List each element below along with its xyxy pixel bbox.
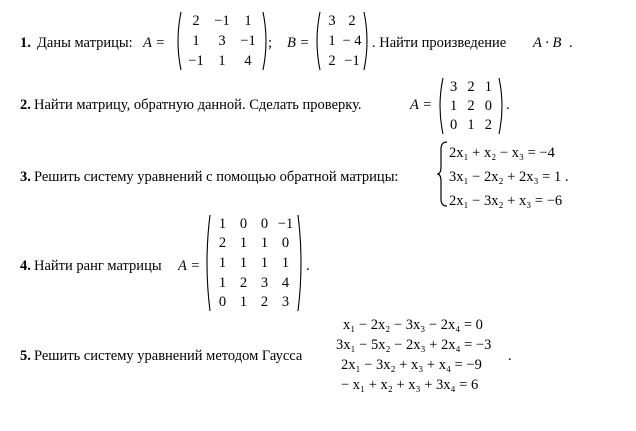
problem-3-text: Решить систему уравнений с помощью обратной матрицы:: [34, 169, 399, 185]
matrix-cell: 0: [484, 98, 492, 114]
matrix-cell: 1: [328, 33, 336, 49]
problem-2-matrix-label: A =: [410, 97, 433, 113]
matrix-cell: 1: [218, 274, 227, 291]
matrix-cell: −1: [188, 53, 204, 69]
matrix-cell: 1: [218, 255, 227, 271]
matrix-cell: 1: [192, 33, 200, 49]
matrix-cell: 2: [484, 117, 492, 134]
matrix-cell: 2: [218, 235, 227, 252]
matrix-cell: −1: [344, 53, 360, 69]
matrix-b-label: B =: [287, 35, 310, 51]
matrix-cell: 0: [281, 235, 290, 252]
matrix-cell: 1: [218, 215, 227, 232]
matrix-cell: 2: [467, 78, 475, 95]
matrix-cell: 3: [218, 33, 226, 49]
matrix-cell: 4: [281, 274, 290, 291]
matrix-cell: 4: [244, 53, 252, 69]
matrix-cell: 1: [467, 117, 475, 134]
matrix-cell: 3: [450, 78, 458, 95]
matrix-cell: 3: [260, 274, 269, 291]
system-brace: [437, 141, 449, 207]
problem-4-number: 4.: [20, 258, 31, 274]
matrix-cell: 1: [281, 255, 290, 271]
matrix-cell: 0: [218, 294, 227, 311]
gauss-equation-3: 2x₁ − 3x₂ + x₃ + x₄ = −9: [341, 357, 482, 373]
problem-1-text: Даны матрицы:: [37, 35, 133, 51]
matrix-cell: 1: [239, 294, 248, 311]
problem-2-text: Найти матрицу, обратную данной. Сделать проверку.: [34, 97, 362, 113]
product-expression: A · B: [533, 35, 562, 51]
gauss-equation-4: − x₁ + x₂ + x₃ + 3x₄ = 6: [341, 377, 479, 393]
matrix-cell: 3: [281, 294, 290, 311]
matrix-cell: 1: [260, 235, 269, 252]
matrix-cell: − 4: [342, 33, 362, 49]
matrix-cell: 1: [260, 255, 269, 271]
matrix-cell: 0: [260, 215, 269, 232]
gauss-equation-1: x₁ − 2x₂ − 3x₃ − 2x₄ = 0: [343, 317, 483, 333]
problem-4-matrix: [203, 214, 305, 312]
equation-1: 2x₁ + x₂ − x₃ = −4: [449, 145, 555, 161]
matrix-cell: 2: [348, 13, 356, 29]
matrix-cell: −1: [240, 33, 256, 49]
problem-2-matrix: [436, 77, 506, 135]
problem-4-end: .: [306, 258, 310, 274]
matrix-cell: 0: [239, 215, 248, 232]
matrix-cell: 1: [239, 235, 248, 252]
matrix-cell: 2: [260, 294, 269, 311]
problem-1-end: .: [569, 35, 573, 51]
matrix-b: [313, 11, 371, 71]
problem-5-text: Решить систему уравнений методом Гаусса: [34, 348, 303, 364]
matrix-cell: 1: [484, 78, 492, 95]
matrix-cell: 1: [218, 53, 226, 69]
matrix-cell: 1: [450, 98, 458, 114]
problem-2-number: 2.: [20, 97, 31, 113]
equation-2: 3x₁ − 2x₂ + 2x₃ = 1 .: [449, 169, 569, 185]
matrix-a-label: A =: [143, 35, 166, 51]
matrix-cell: 1: [239, 255, 248, 271]
gauss-equation-2: 3x₁ − 5x₂ − 2x₃ + 2x₄ = −3: [336, 337, 492, 353]
problem-4-text: Найти ранг матрицы: [34, 258, 162, 274]
problem-1-number: 1.: [20, 35, 31, 51]
problem-1-task: . Найти произведение: [372, 35, 507, 51]
separator: ;: [268, 35, 273, 51]
matrix-cell: −1: [277, 215, 294, 232]
problem-4-matrix-label: A =: [178, 258, 201, 274]
problem-5-end: .: [508, 348, 512, 364]
matrix-cell: 0: [450, 117, 458, 134]
matrix-cell: 2: [467, 98, 475, 114]
matrix-cell: 2: [192, 13, 200, 29]
problem-2-end: .: [506, 97, 510, 113]
matrix-cell: 3: [328, 13, 336, 29]
matrix-cell: 2: [328, 53, 336, 69]
matrix-a: [174, 11, 273, 71]
equation-3: 2x₁ − 3x₂ + x₃ = −6: [449, 193, 563, 209]
matrix-cell: −1: [214, 13, 230, 29]
matrix-cell: 1: [244, 13, 252, 29]
problem-3-number: 3.: [20, 169, 31, 185]
matrix-cell: 2: [239, 274, 248, 291]
problem-5-number: 5.: [20, 348, 31, 364]
